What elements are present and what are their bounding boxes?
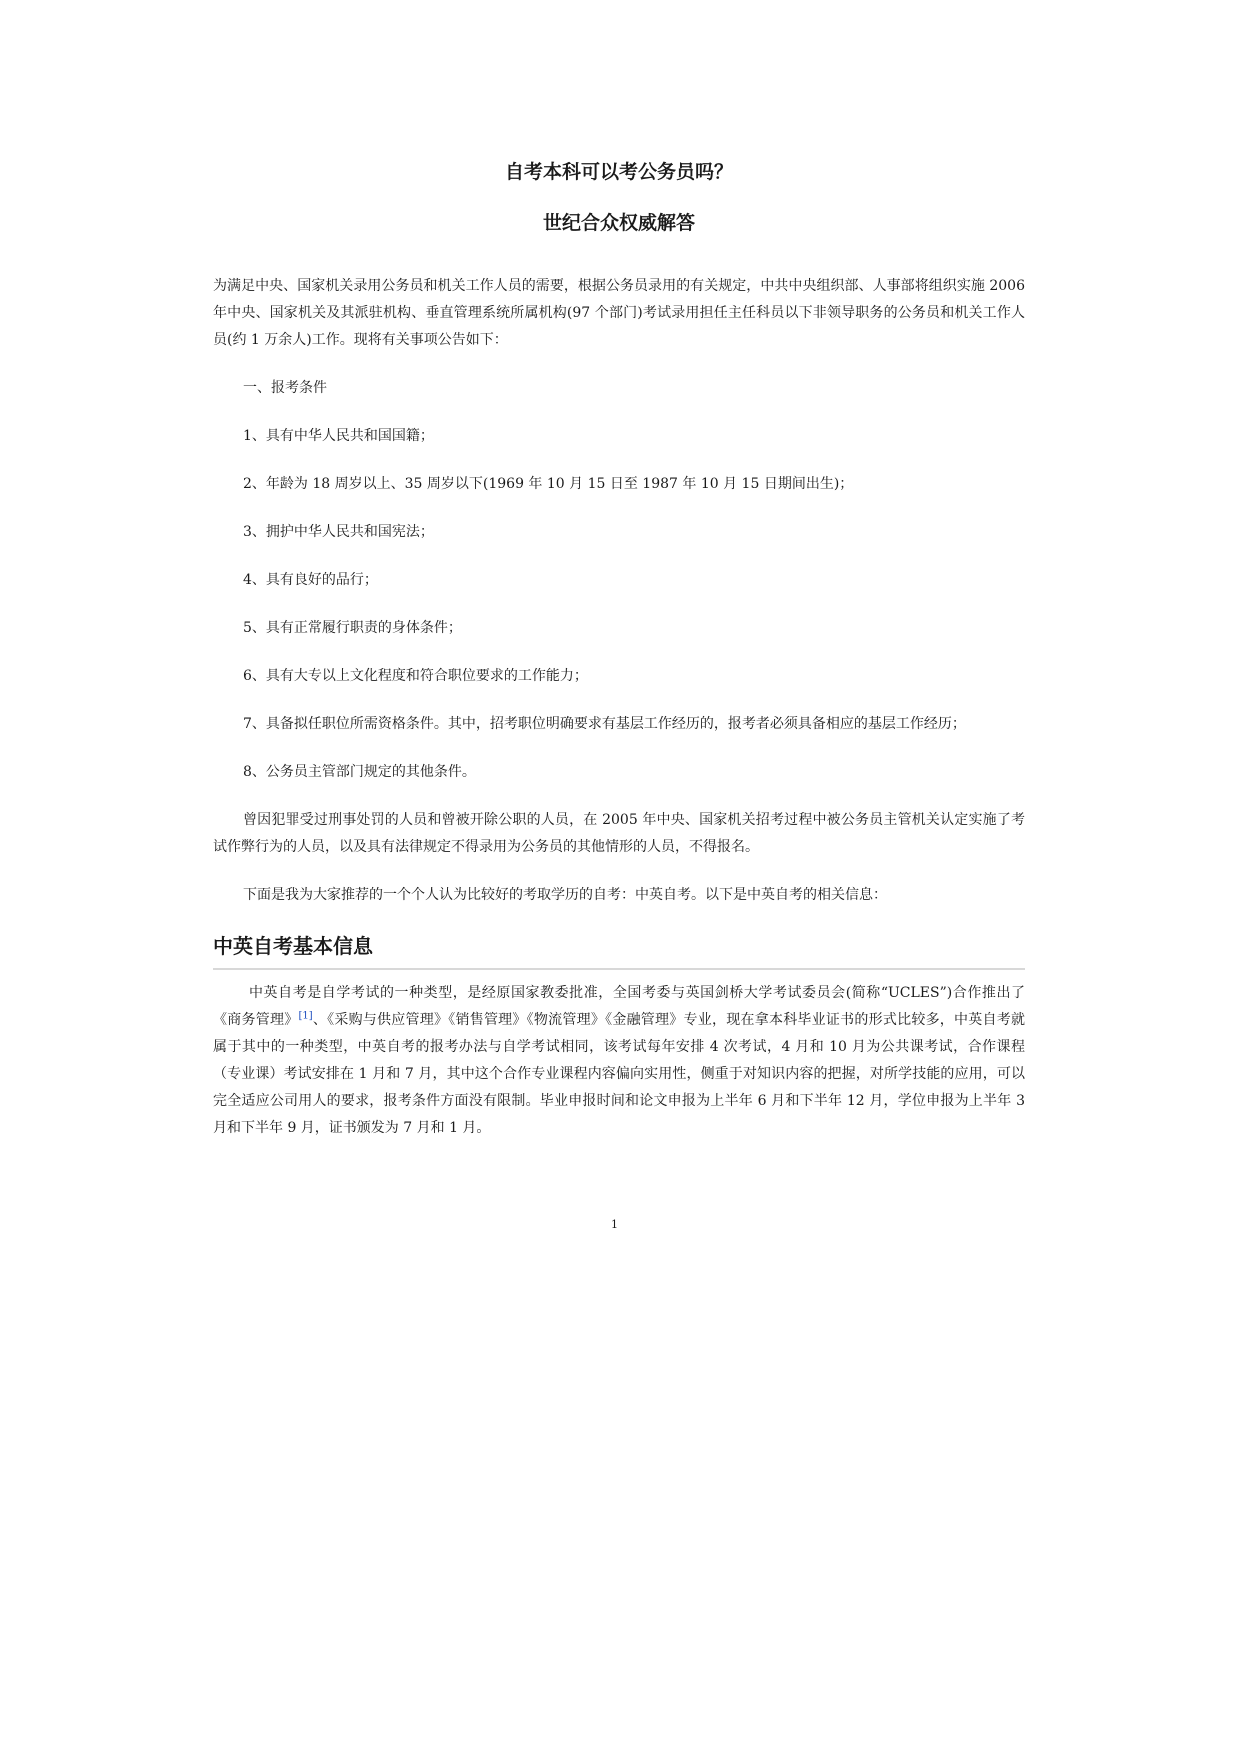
section-heading: 中英自考基本信息	[213, 932, 1025, 970]
reference-link[interactable]: [1]	[298, 1010, 313, 1022]
info-paragraph	[213, 980, 1025, 1142]
info-text-part1: 中英自考是自学考试的一种类型，是经原国家教委批准，全国考委与英国剑桥大学考试委员会(简称“UCLES”)合作推出了《商务管理》	[213, 985, 1025, 1028]
condition-item: 3、拥护中华人民共和国宪法；	[243, 524, 434, 540]
condition-item: 8、公务员主管部门规定的其他条件。	[243, 764, 476, 780]
conditions-heading: 一、报考条件	[243, 380, 327, 396]
page-number: 1	[611, 1218, 618, 1231]
condition-item: 2、年龄为 18 周岁以上、35 周岁以下(1969 年 10 月 15 日至 1987 年 10 月 15 日期间出生)；	[243, 476, 854, 492]
recommendation-paragraph: 下面是我为大家推荐的一个个人认为比较好的考取学历的自考：中英自考。以下是中英自考的相关信息：	[243, 887, 887, 903]
info-text-part2: 、《采购与供应管理》《销售管理》《物流管理》《金融管理》专业，现在拿本科毕业证书的形式比较多，中英自考就属于其中的一种类型，中英自考的报考办法与自学考试相同，该考试每年安排 4 次考试，4 月和 10 月为公共课考试，合作课程（专业课）考试安排在 1 月和 7 月，其中这个合作专业课程内容偏向实用性，侧重于对知识内容的把握，对所学技能的应用，可以完全适应公司用人的要求，报考条件方面没有限制。毕业申报时间和论文申报为上半年 6 月和下半年 12 月，学位申报为上半年 3 月和下半年 9 月，证书颁发为 7 月和 1 月。	[213, 1012, 1026, 1136]
condition-item: 1、具有中华人民共和国国籍；	[243, 428, 434, 444]
exclusion-paragraph: 曾因犯罪受过刑事处罚的人员和曾被开除公职的人员，在 2005 年中央、国家机关招考过程中被公务员主管机关认定实施了考试作弊行为的人员，以及具有法律规定不得录用为公务员的其他情形的人员，不得报名。	[213, 812, 1025, 855]
document-title: 自考本科可以考公务员吗？	[504, 161, 733, 183]
document-subtitle: 世纪合众权威解答	[542, 212, 695, 234]
condition-item: 4、具有良好的品行；	[243, 572, 378, 588]
condition-item: 5、具有正常履行职责的身体条件；	[243, 620, 462, 636]
document-page	[213, 150, 1025, 1142]
condition-item: 6、具有大专以上文化程度和符合职位要求的工作能力；	[243, 668, 588, 684]
intro-paragraph: 为满足中央、国家机关录用公务员和机关工作人员的需要，根据公务员录用的有关规定，中共中央组织部、人事部将组织实施 2006 年中央、国家机关及其派驻机构、垂直管理系统所属机构(97 个部门)考试录用担任主任科员以下非领导职务的公务员和机关工作人员(约 1 万余人)工作。现将有关事项公告如下：	[213, 278, 1025, 348]
condition-item: 7、具备拟任职位所需资格条件。其中，招考职位明确要求有基层工作经历的，报考者必须具备相应的基层工作经历；	[243, 716, 966, 732]
